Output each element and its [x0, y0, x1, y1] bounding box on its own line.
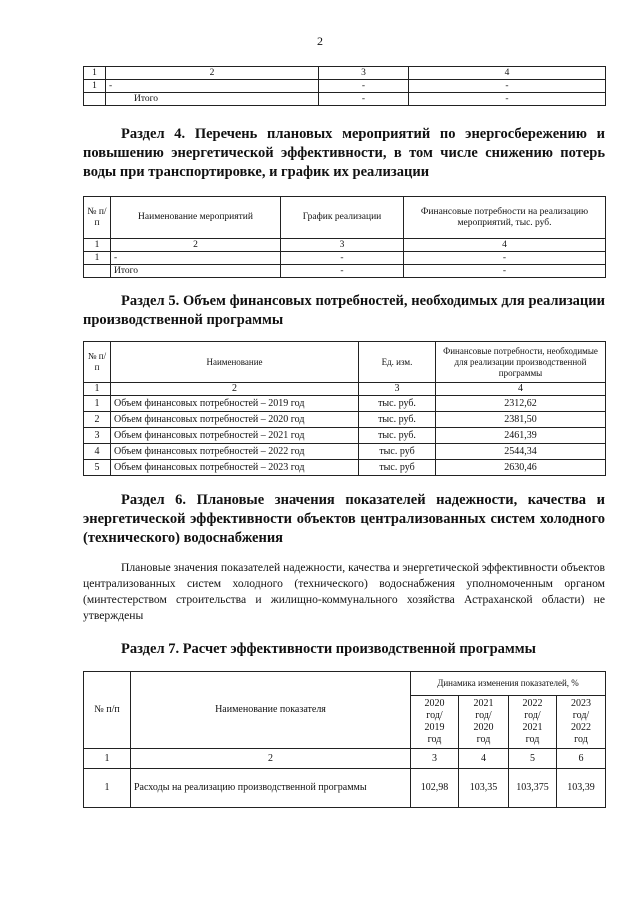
table-row: 4 Объем финансовых потребностей – 2022 год тыс. руб 2544,34	[84, 444, 606, 460]
table-row: № п/п Наименование Ед. изм. Финансовые потребности, необходимые для реализации производственной программы	[84, 342, 606, 383]
table-row: 1 2 3 4	[84, 239, 606, 252]
table-row: 1 Расходы на реализацию производственной программы 102,98 103,35 103,375 103,39	[84, 769, 606, 808]
table-row: Итого - -	[84, 93, 606, 106]
table-row: № п/п Наименование мероприятий График реализации Финансовые потребности на реализацию мероприятий, тыс. руб.	[84, 197, 606, 239]
top-table	[83, 66, 606, 106]
table-row: 2 Объем финансовых потребностей – 2020 год тыс. руб. 2381,50	[84, 412, 606, 428]
table-row: 2020 год/ 2019 год 2021 год/ 2020 год 2022 год/ 2021 год 2023 год/ 2022 год	[84, 696, 606, 749]
table-row: № п/п Наименование показателя Динамика изменения показателей, %	[84, 672, 606, 696]
page-number: 2	[317, 34, 323, 48]
section-7-title: Раздел 7. Расчет эффективности производственной программы	[121, 641, 536, 657]
table-row: 1 - - -	[84, 80, 606, 93]
table-row: 5 Объем финансовых потребностей – 2023 год тыс. руб 2630,46	[84, 460, 606, 476]
section-5-title: Раздел 5. Объем финансовых потребностей, необходимых для реализации производственной программы	[83, 293, 605, 328]
table-row: 1 2 3 4	[84, 67, 606, 80]
table-row: 1 Объем финансовых потребностей – 2019 год тыс. руб. 2312,62	[84, 396, 606, 412]
table-row: 1 2 3 4 5 6	[84, 749, 606, 769]
section-4-table	[83, 196, 606, 278]
table-row: Итого - -	[84, 265, 606, 278]
table-row: 3 Объем финансовых потребностей – 2021 год тыс. руб. 2461,39	[84, 428, 606, 444]
section-4-title: Раздел 4. Перечень плановых мероприятий по энергосбережению и повышению энергетической эффективности, в том числе снижению потерь воды при транспортировке, и график их реализации	[83, 126, 605, 180]
section-7-table	[83, 671, 606, 808]
table-row: 1 - - -	[84, 252, 606, 265]
section-5-table	[83, 341, 606, 476]
section-6-paragraph: Плановые значения показателей надежности, качества и энергетической эффективности объектов централизованных систем холодного (технического) водоснабжения уполномоченным органом (минтестерством строительства и жилищно-коммунального хозяйства Астраханской области) не утверждены	[83, 561, 605, 622]
section-6-title: Раздел 6. Плановые значения показателей надежности, качества и энергетической эффективности объектов централизованных систем холодного (технического) водоснабжения	[83, 492, 605, 546]
table-row: 1 2 3 4	[84, 383, 606, 396]
